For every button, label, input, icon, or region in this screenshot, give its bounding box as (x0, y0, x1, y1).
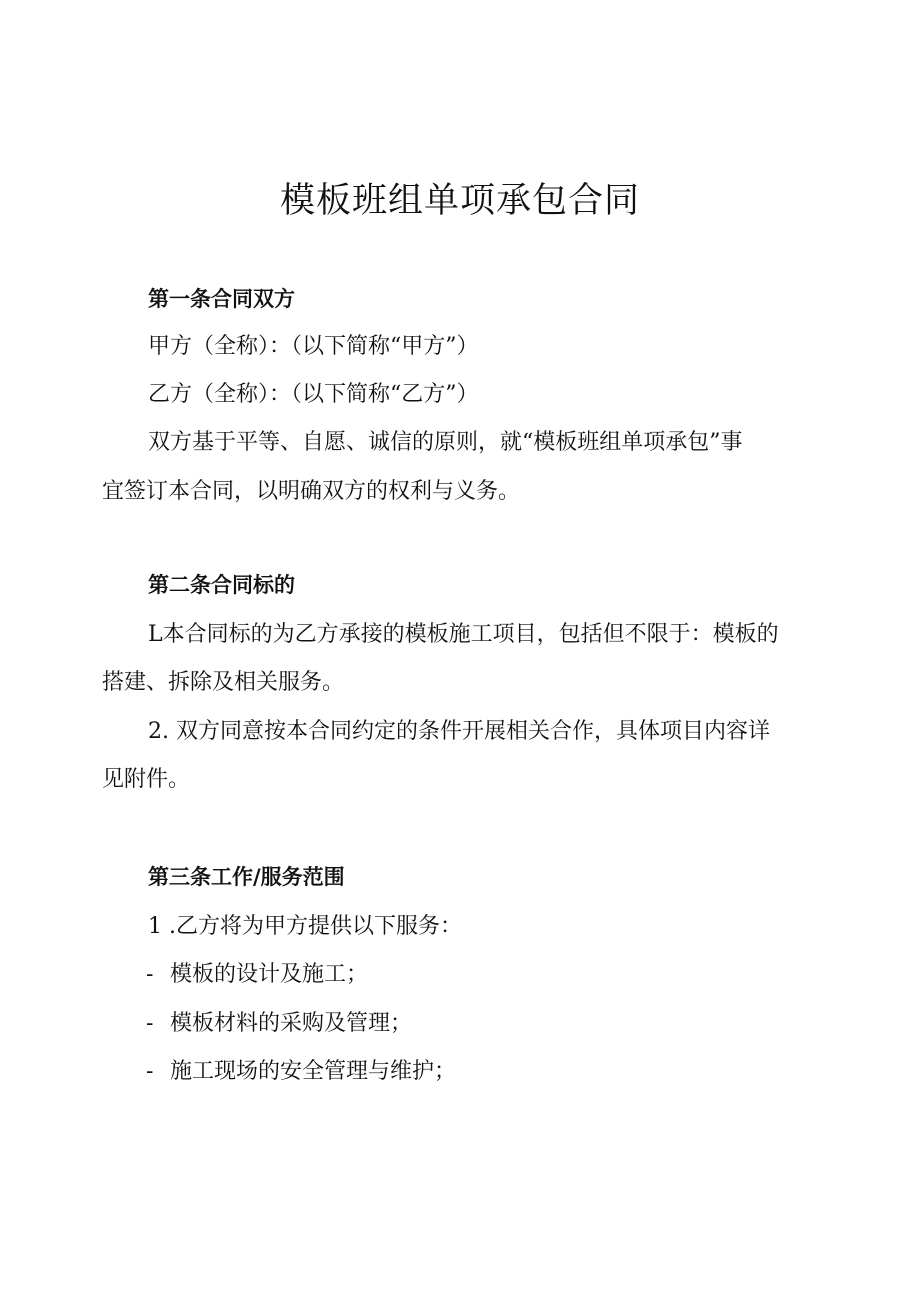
list-item-text: 模板材料的采购及管理； (170, 1011, 413, 1036)
section-3-heading: 第三条工作/服务范围 (148, 865, 345, 889)
list-item-text: 施工现场的安全管理与维护； (170, 1059, 457, 1084)
section-2-item-1-line-1: L本合同标的为乙方承接的模板施工项目，包括但不限于：模板的 (148, 622, 779, 647)
list-item (146, 1057, 456, 1087)
section-1-paragraph-line-1: 双方基于平等、自愿、诚信的原则，就“模板班组单项承包”事 (148, 430, 743, 455)
dash-bullet: - (146, 962, 154, 987)
dash-bullet: - (146, 1059, 154, 1084)
list-item-text: 模板的设计及施工； (170, 962, 369, 987)
dash-bullet: - (146, 1011, 154, 1036)
section-2-heading: 第二条合同标的 (148, 573, 295, 597)
section-2-item-2-line-1: 2. 双方同意按本合同约定的条件开展相关合作，具体项目内容详 (148, 719, 770, 744)
section-3-intro: 1 .乙方将为甲方提供以下服务： (148, 914, 462, 939)
list-item (146, 1009, 412, 1039)
section-2-item-2-line-2: 见附件。 (102, 767, 191, 792)
section-1-paragraph-line-2: 宜签订本合同，以明确双方的权利与义务。 (102, 479, 521, 504)
party-a-line: 甲方（全称）：（以下简称“甲方”） (148, 334, 479, 359)
section-1-heading: 第一条合同双方 (148, 287, 295, 311)
list-item (146, 960, 368, 990)
section-2-item-1-line-2: 搭建、拆除及相关服务。 (102, 670, 345, 695)
document-title: 模板班组单项承包合同 (279, 181, 640, 221)
party-b-line: 乙方（全称）：（以下简称“乙方”） (148, 382, 479, 407)
